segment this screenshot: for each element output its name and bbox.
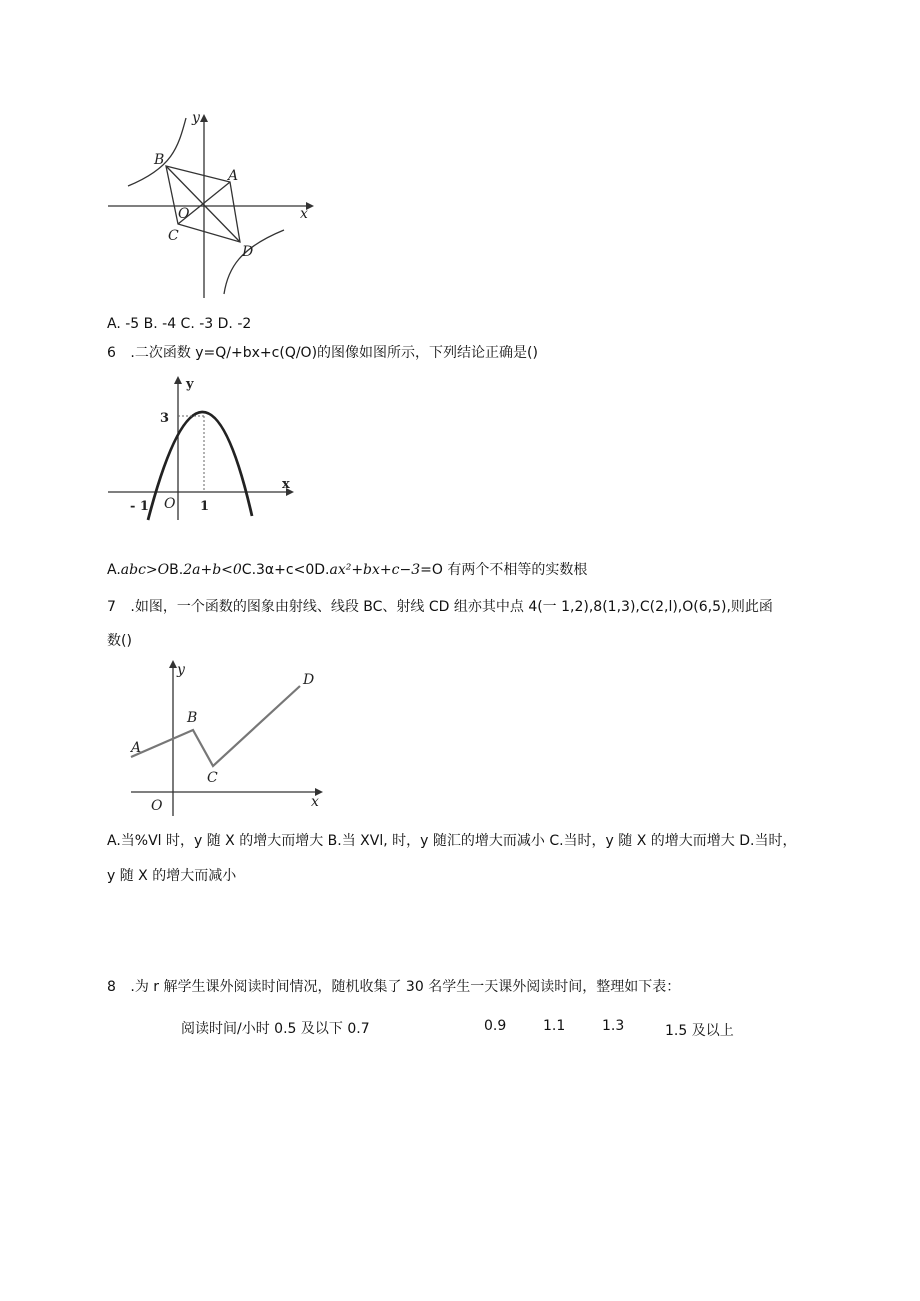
q8-stem: .为 r 解学生课外阅读时间情况，随机收集了 30 名学生一天课外阅读时间，整理如下表： [130, 979, 681, 995]
q6-number: 6 [107, 345, 116, 361]
label-x: x [282, 477, 290, 492]
figure-question5 [100, 108, 320, 300]
q6-stem: .二次函数 y=Q/+bx+c(Q/O)的图像如图所示，下列结论正确是() [130, 345, 538, 361]
label-d: D [303, 672, 315, 688]
q7-stem-line2: 数() [107, 633, 132, 649]
figure-question7 [125, 660, 335, 820]
label-a: A [131, 740, 142, 756]
label-d: D [242, 244, 254, 260]
label-one: 1 [200, 499, 210, 514]
figure-question6 [100, 374, 300, 522]
q6-option-b-expr: 2a+b<0 [183, 562, 242, 578]
q7-stem-line1: .如图，一个函数的图象由射线、线段 BC、射线 CD 组亦其中点 4(一 1,2),8(1,3),C(2,l),O(6,5),则此函 [130, 599, 773, 615]
q6-options [107, 560, 587, 580]
q8-line [107, 977, 680, 997]
q6-option-a-prefix: A. [107, 562, 121, 578]
table-header-cell: 1.1 [543, 1018, 566, 1034]
label-x: x [311, 794, 319, 810]
q7-options-line1: A.当%Vl 时，y 随 X 的增大而增大 B.当 XVl, 时，y 随汇的增大而减小 C.当时，y 随 X 的增大而增大 D.当时， [107, 833, 797, 849]
q6-option-b-prefix: B. [169, 562, 184, 578]
label-y: y [192, 110, 200, 126]
label-origin: O [164, 496, 176, 512]
q5-options: A. -5 B. -4 C. -3 D. -2 [107, 316, 252, 332]
label-c: C [207, 770, 218, 786]
q6-option-a-expr: abc>O [120, 562, 170, 578]
table-header-cell: 1.5 及以上 [665, 1023, 734, 1039]
reading-time-table-header [0, 1018, 920, 1040]
table-header-cell: 0.9 [484, 1018, 507, 1034]
q6-option-d-tail: O 有两个不相等的实数根 [431, 562, 588, 578]
y-axis-arrow [200, 114, 208, 122]
label-x: x [300, 206, 308, 222]
q7-number: 7 [107, 599, 116, 615]
q6-option-c: C.3α+c<0D. [241, 562, 330, 578]
label-y: y [177, 662, 185, 678]
label-o: O [178, 206, 190, 222]
label-c: C [168, 228, 179, 244]
q6-line [107, 343, 538, 363]
function-graph [131, 686, 300, 766]
label-three: 3 [160, 411, 170, 426]
table-header-cell: 1.3 [602, 1018, 625, 1034]
y-axis-arrow [174, 376, 182, 384]
q7-options-line2: y 随 X 的增大而减小 [107, 868, 237, 884]
q7-line1 [107, 597, 773, 617]
q6-option-d-expr: ax²+bx+c−3= [329, 562, 432, 578]
label-b: B [154, 152, 165, 168]
q8-number: 8 [107, 979, 116, 995]
label-origin: O [151, 798, 163, 814]
label-a: A [228, 168, 239, 184]
label-minus-one: - 1 [130, 499, 149, 514]
label-y: y [186, 377, 194, 392]
label-b: B [187, 710, 198, 726]
table-header-label: 阅读时间/小时 0.5 及以下 0.7 [181, 1021, 370, 1037]
y-axis-arrow [169, 660, 177, 668]
